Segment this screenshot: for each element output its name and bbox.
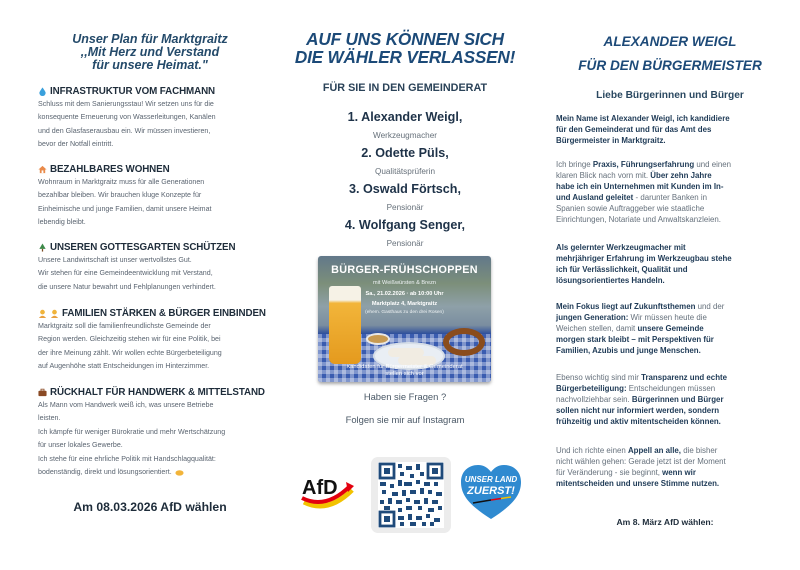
para-line — [556, 406, 796, 417]
pretzel-image — [443, 328, 485, 356]
bold-text: Bürgerinnen und Bürger — [631, 394, 724, 404]
para-line — [556, 335, 796, 346]
text: die bisher — [681, 446, 718, 455]
section-heading — [38, 241, 266, 253]
beer-glass-image — [329, 286, 361, 364]
body-line: für unser lokales Gewerbe. — [38, 441, 123, 450]
afd-logo-icon — [298, 472, 358, 512]
text: klaren Blick nach vorn mit. — [556, 170, 651, 180]
para-line — [556, 417, 796, 428]
bold-text: und Ausland geleitet — [556, 192, 634, 202]
candidate-job: Werkzeugmacher — [372, 131, 437, 140]
middle-headline — [270, 30, 540, 66]
event-subtitle: mit Weißwürsten & Brezn — [373, 280, 436, 286]
body-line: Ich stehe für eine ehrliche Politik mit Handschlagqualität: — [38, 454, 216, 463]
para-line — [556, 215, 796, 226]
body-line — [38, 466, 266, 479]
event-footer-line: stellen sich vor — [385, 371, 424, 377]
left-panel — [0, 0, 270, 570]
bold-text: Bürgerbeteiligung: — [556, 383, 627, 393]
event-poster-image — [318, 256, 491, 382]
body-line: der ihre Meinung zählt. Wir wollen echte Bürgerbeteiligung — [38, 348, 222, 357]
section-craft — [38, 386, 266, 479]
text: - darunter Banken in — [633, 192, 708, 202]
event-footer-line: Kandidaten für Bürgermeister & Gemeinderat — [346, 364, 463, 370]
body-line: Einheimische und junge Familien, damit unsere Heimat — [38, 204, 212, 213]
text: nicht wählen gehen: Gerade jetzt ist der Moment — [556, 456, 726, 466]
section-body — [38, 320, 266, 374]
bold-text: Mein Fokus liegt auf Zukunftsthemen — [556, 302, 696, 311]
unser-land-zuerst-badge — [459, 463, 523, 521]
plan-title — [40, 33, 260, 72]
text: Entscheidungen müssen — [626, 383, 716, 393]
briefcase-icon — [38, 388, 47, 397]
body-line: Wir stehen für eine Gemeindeentwicklung mit Verstand, — [38, 269, 213, 278]
bold-text: Praxis, Führungserfahrung — [592, 160, 695, 169]
headline-line: FÜR DEN BÜRGERMEISTER — [578, 58, 762, 73]
plan-title-line: Unser Plan für Marktgraitz — [72, 32, 228, 46]
para-line — [556, 479, 796, 490]
people-icon — [38, 309, 47, 318]
bold-text: frühzeitig und aktiv mitentscheiden können. — [556, 416, 721, 426]
section-heading — [38, 386, 266, 398]
headline-line: AUF UNS KÖNNEN SICH — [306, 29, 504, 49]
para-line: Mein Name ist Alexander Weigl, ich kandidiere — [556, 114, 730, 123]
para-line — [556, 302, 796, 313]
candidate-job: Qualitätsprüferin — [374, 167, 436, 176]
para-line — [556, 324, 796, 335]
text: nachvollziehbar sein. — [556, 394, 632, 404]
para-line — [556, 313, 796, 324]
qr-code-image — [378, 462, 444, 528]
para-line: lösungsorientiertes Handeln. — [556, 275, 665, 285]
section-body — [38, 176, 266, 230]
craft-paragraph — [556, 243, 796, 287]
questions-text: Haben sie Fragen ? — [363, 391, 447, 402]
vote-march-text: Am 8. März AfD wählen: — [616, 517, 714, 527]
instagram-qr-code[interactable] — [371, 457, 451, 533]
section-infrastructure — [38, 85, 266, 152]
section-body — [38, 98, 266, 152]
event-location: Marktplatz 4, Marktgraitz — [371, 301, 438, 307]
vote-date-text: Am 08.03.2026 AfD wählen — [73, 500, 227, 514]
council-subheadline: FÜR SIE IN DEN GEMEINDERAT — [322, 82, 488, 94]
body-line: und den Glasfaserausbau ein. Wir müssen investieren, — [38, 126, 211, 135]
text: Weichen stellen, damit — [556, 323, 638, 333]
body-line: konsequente Erneuerung von Wasserleitungen, Kanälen — [38, 113, 216, 122]
para-line — [556, 346, 796, 357]
text: Spanien sowie Auftraggeber wie staatliche — [556, 203, 705, 213]
candidate-job: Pensionär — [386, 239, 424, 248]
para-line — [556, 193, 796, 204]
plan-title-line: ,,Mit Herz und Verstand — [80, 45, 220, 59]
body-line: Unsere Landwirtschaft ist unser wertvollstes Gut. — [38, 256, 192, 264]
para-line: mehrjähriger Erfahrung im Werkzeugbau stehe — [556, 253, 732, 263]
text: für Veränderung - sie beginnt, — [556, 467, 663, 477]
para-line — [556, 395, 796, 406]
water-drop-icon — [38, 87, 47, 96]
body-line: Region werden. Gleichzeitig stehen wir für eine Politik, bei — [38, 335, 221, 344]
candidate-name: 1. Alexander Weigl, — [347, 110, 463, 124]
bold-text: Familien, Azubis und junge Menschen. — [556, 345, 701, 355]
section-heading — [38, 307, 266, 319]
para-line — [556, 204, 796, 215]
bold-text: unsere Gemeinde — [637, 323, 704, 333]
body-line: Als Mann vom Handwerk weiß ich, was unsere Betriebe — [38, 401, 214, 409]
section-body — [38, 399, 266, 479]
appeal-paragraph — [556, 446, 796, 490]
bold-text: Transparenz und echte — [641, 373, 728, 382]
para-line — [556, 373, 796, 384]
candidate-name: 3. Oswald Förtsch, — [349, 182, 461, 196]
para-line: Als gelernter Werkzeugmacher mit — [556, 243, 686, 252]
body-line: die unsere Natur bewahrt und Fehlplanungen verhindert. — [38, 282, 216, 291]
afd-logo-text: AfD — [302, 477, 338, 499]
event-footer — [318, 364, 491, 378]
text: und einen — [694, 160, 731, 169]
para-line — [556, 171, 796, 182]
candidate-name: 4. Wolfgang Senger, — [344, 218, 466, 232]
mustard-bowl-image — [366, 333, 390, 345]
candidate-list — [270, 108, 540, 252]
body-line: bezahlbar bleiben. Wir brauchen kluge Konzepte für — [38, 191, 202, 200]
para-line: für den Gemeinderat und für das Amt des — [556, 124, 712, 134]
heart-badge-icon — [459, 463, 523, 521]
section-heading-text: BEZAHLBARES WOHNEN — [50, 163, 170, 175]
para-line: ich für Verlässlichkeit, Qualität und — [556, 264, 688, 274]
event-date: Sa., 21.02.2026 · ab 10:00 Uhr — [365, 291, 444, 297]
section-heading-text: UNSEREN GOTTESGARTEN SCHÜTZEN — [50, 241, 236, 253]
tree-icon — [38, 243, 47, 252]
text: Wir müssen heute die — [628, 312, 707, 322]
para-line — [556, 182, 796, 193]
headline-line: ALEXANDER WEIGL — [603, 34, 737, 49]
handshake-icon — [175, 468, 184, 477]
section-heading — [38, 163, 266, 175]
bold-text: morgen stark bleibt – mit Perspektiven für — [556, 334, 714, 344]
para-line — [556, 446, 796, 457]
para-line: Bürgermeister in Marktgraitz. — [556, 135, 666, 145]
greeting: Liebe Bürgerinnen und Bürger — [596, 90, 744, 101]
headline-line: DIE WÄHLER VERLASSEN! — [294, 47, 516, 67]
event-note: (ehem. Gasthaus zu den drei Rosen) — [365, 310, 444, 315]
badge-line: ZUERST! — [467, 485, 515, 497]
bold-text: wenn wir — [662, 467, 696, 477]
people-icon — [50, 309, 59, 318]
focus-paragraph — [556, 302, 796, 357]
house-icon — [38, 165, 47, 174]
body-line: auf Augenhöhe statt Entscheidungen im Hinterzimmer. — [38, 362, 210, 371]
para-line — [556, 457, 796, 468]
qr-code-icon — [378, 462, 444, 528]
candidate-name: 2. Odette Püls, — [361, 146, 449, 160]
intro-paragraph — [556, 114, 796, 147]
bold-text: jungen Generation: — [556, 312, 629, 322]
bold-text: sollen nicht nur informiert werden, sondern — [556, 405, 720, 415]
instagram-text[interactable]: Folgen sie mir auf Instagram — [345, 414, 465, 425]
para-line — [556, 384, 796, 395]
section-body — [38, 254, 266, 294]
para-line — [556, 160, 796, 171]
body-line: Wohnraum in Marktgraitz muss für alle Generationen — [38, 178, 205, 186]
bold-text: habe ich ein Unternehmen mit Kunden im In- — [556, 181, 724, 191]
section-heading-text: RÜCKHALT FÜR HANDWERK & MITTELSTAND — [50, 386, 265, 398]
plan-title-line: für unsere Heimat." — [92, 58, 208, 72]
section-heading-text: INFRASTRUKTUR VOM FACHMANN — [50, 85, 216, 97]
candidate-job: Pensionär — [386, 203, 424, 212]
body-line-text: bodenständig, direkt und lösungsorientiert. — [38, 468, 172, 477]
section-families — [38, 307, 266, 374]
event-title: BÜRGER-FRÜHSCHOPPEN — [331, 264, 478, 276]
body-line: Marktgraitz soll die familienfreundlichste Gemeinde der — [38, 322, 211, 330]
bold-text: Appell an alle, — [627, 446, 681, 455]
para-line — [556, 468, 796, 479]
text: und der — [695, 302, 725, 311]
section-housing — [38, 163, 266, 230]
section-heading — [38, 85, 266, 97]
afd-logo — [298, 472, 358, 512]
right-headline — [540, 30, 800, 78]
body-line: leisten. — [38, 414, 61, 423]
body-line: lebendig bleibt. — [38, 218, 86, 227]
body-line: Ich kämpfe für weniger Bürokratie und mehr Wertschätzung — [38, 427, 226, 436]
text: Ebenso wichtig sind mir — [556, 373, 642, 382]
text: Einrichtungen, Notariate und Anwaltskanzleien. — [556, 214, 721, 224]
badge-line: UNSER LAND — [464, 475, 518, 484]
transparency-paragraph — [556, 373, 796, 428]
section-nature — [38, 241, 266, 294]
bold-text: mitentscheiden und unsere Stimme nutzen. — [556, 478, 720, 488]
body-line: bevor der Notfall eintritt. — [38, 140, 114, 149]
section-heading-text: FAMILIEN STÄRKEN & BÜRGER EINBINDEN — [62, 307, 266, 319]
bold-text: Über zehn Jahre — [650, 170, 712, 180]
text: Ich bringe — [556, 160, 593, 169]
experience-paragraph — [556, 160, 796, 225]
body-line: Schluss mit dem Sanierungsstau! Wir setzen uns für die — [38, 100, 214, 108]
text: Und ich richte einen — [556, 446, 628, 455]
